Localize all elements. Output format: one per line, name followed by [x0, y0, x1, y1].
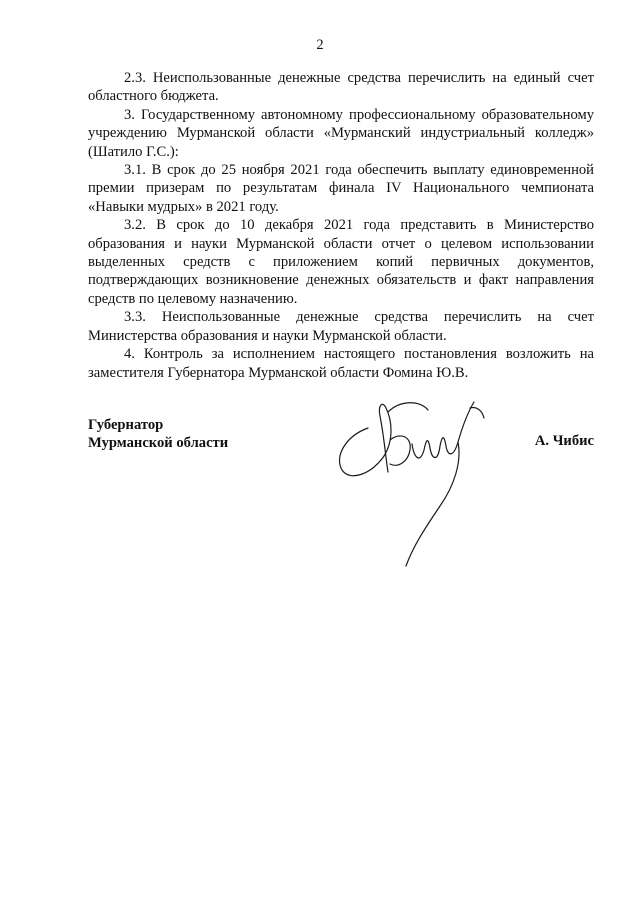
- page-number: 2: [316, 37, 324, 53]
- document-body: [88, 69, 594, 382]
- paragraph-3-3: 3.3. Неиспользованные денежные средства перечислить на счет Министерства образования и науки Мурманской области.: [88, 309, 594, 344]
- handwritten-signature: [328, 378, 498, 578]
- signer-title-line-2: Мурманской области: [88, 435, 229, 452]
- paragraph-4: 4. Контроль за исполнением настоящего постановления возложить на заместителя Губернатора Мурманской области Фомина Ю.В.: [88, 346, 594, 381]
- paragraph-2-3: 2.3. Неиспользованные денежные средства перечислить на единый счет областного бюджета.: [88, 70, 594, 105]
- signer-name: А. Чибис: [534, 433, 594, 449]
- paragraph-3-2: 3.2. В срок до 10 декабря 2021 года представить в Министерство образования и науки Мурманской области отчет о целевом использовании выделенных средств с приложением копий первичных документов, подтверждающих возникновение денежных обязательств и факт направления средств по целевому назначению.: [88, 217, 594, 307]
- paragraph-3-1: 3.1. В срок до 25 ноября 2021 года обеспечить выплату единовременной премии призерам по результатам финала IV Национального чемпионата «Навыки мудрых» в 2021 году.: [88, 162, 594, 215]
- paragraph-3: 3. Государственному автономному профессиональному образовательному учреждению Мурманской области «Мурманский индустриальный колледж» (Шатило Г.С.):: [88, 106, 594, 160]
- signer-title-line-1: Губернатор: [88, 417, 164, 433]
